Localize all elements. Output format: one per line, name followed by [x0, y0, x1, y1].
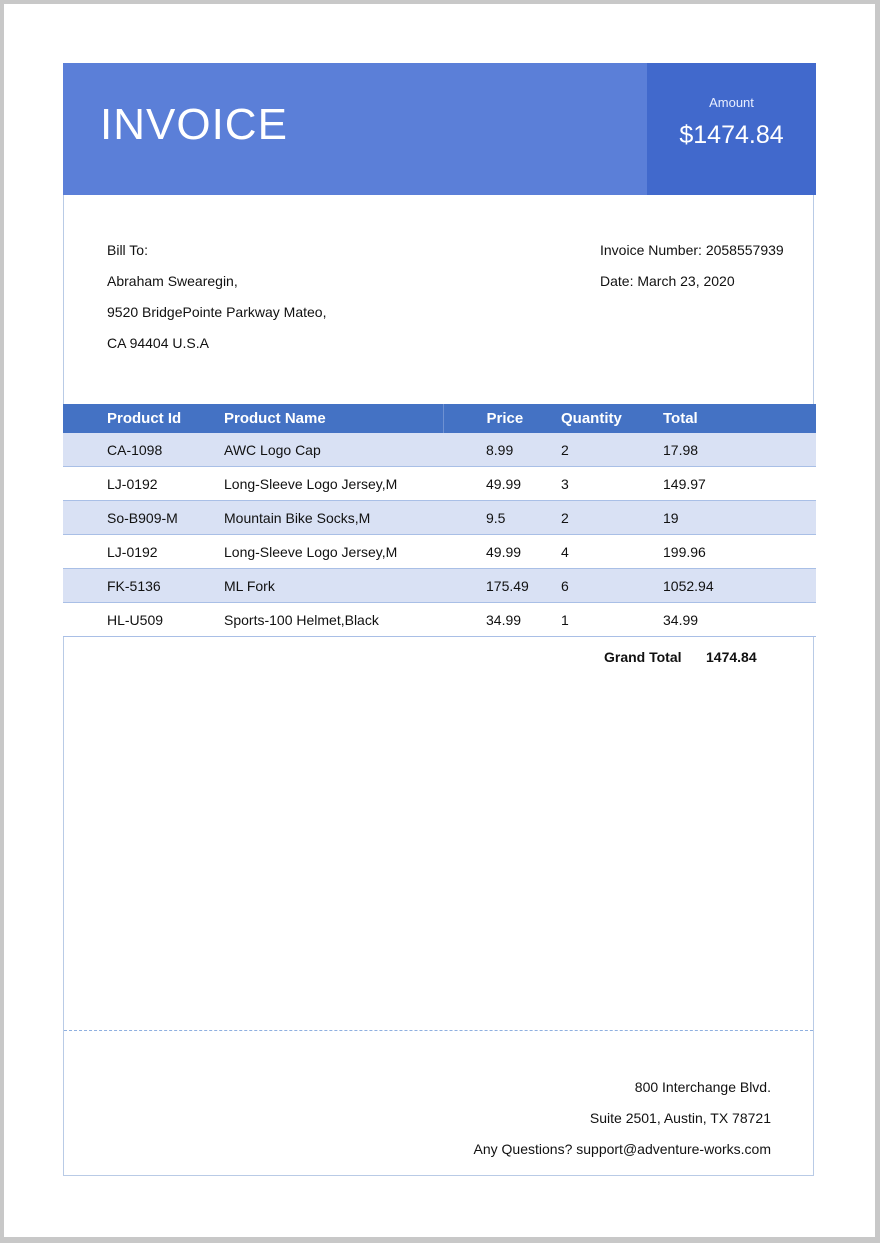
table-row	[63, 501, 816, 535]
customer-address-line1: 9520 BridgePointe Parkway Mateo,	[107, 304, 327, 320]
footer-suite: Suite 2501, Austin, TX 78721	[589, 1110, 771, 1126]
bill-to-label: Bill To:	[107, 242, 148, 258]
cell-product-name: Sports-100 Helmet,Black	[224, 603, 443, 637]
cell-price: 9.5	[443, 501, 561, 535]
bill-to-block	[107, 235, 326, 359]
cell-quantity: 3	[561, 467, 663, 501]
cell-price: 8.99	[443, 433, 561, 467]
cell-product-name: Long-Sleeve Logo Jersey,M	[224, 535, 443, 569]
cell-product-name: Long-Sleeve Logo Jersey,M	[224, 467, 443, 501]
customer-name: Abraham Swearegin,	[107, 273, 238, 289]
header-total: Total	[663, 404, 816, 433]
cell-product-id: LJ-0192	[63, 467, 224, 501]
footer-street: 800 Interchange Blvd.	[634, 1079, 771, 1095]
cell-product-id: HL-U509	[63, 603, 224, 637]
cell-quantity: 4	[561, 535, 663, 569]
footer-contact: Any Questions? support@adventure-works.com	[473, 1141, 771, 1157]
invoice-number: Invoice Number: 2058557939	[600, 242, 784, 258]
cell-quantity: 6	[561, 569, 663, 603]
grand-total-value: 1474.84	[706, 649, 757, 665]
table-row	[63, 467, 816, 501]
cell-quantity: 2	[561, 501, 663, 535]
cell-total: 19	[663, 501, 816, 535]
invoice-meta	[600, 235, 784, 297]
cell-quantity: 1	[561, 603, 663, 637]
table-row	[63, 535, 816, 569]
amount-label: Amount	[709, 95, 754, 110]
table-row	[63, 569, 816, 603]
cell-total: 149.97	[663, 467, 816, 501]
header-product-name: Product Name	[224, 404, 443, 433]
table-row	[63, 433, 816, 467]
table-row	[63, 603, 816, 637]
amount-panel	[647, 63, 816, 195]
cell-product-name: Mountain Bike Socks,M	[224, 501, 443, 535]
invoice-header	[63, 63, 816, 195]
cell-product-name: ML Fork	[224, 569, 443, 603]
document-page	[4, 4, 875, 1237]
header-price: Price	[443, 404, 561, 433]
header-quantity: Quantity	[561, 404, 663, 433]
amount-value: $1474.84	[679, 121, 784, 149]
cell-price: 49.99	[443, 467, 561, 501]
customer-address-line2: CA 94404 U.S.A	[107, 335, 209, 351]
cell-product-id: CA-1098	[63, 433, 224, 467]
grand-total-label: Grand Total	[604, 649, 682, 665]
cell-product-name: AWC Logo Cap	[224, 433, 443, 467]
header-product-id: Product Id	[63, 404, 224, 433]
cell-total: 17.98	[663, 433, 816, 467]
cell-product-id: LJ-0192	[63, 535, 224, 569]
cell-total: 34.99	[663, 603, 816, 637]
cell-total: 1052.94	[663, 569, 816, 603]
cell-product-id: So-B909-M	[63, 501, 224, 535]
cell-total: 199.96	[663, 535, 816, 569]
cell-price: 175.49	[443, 569, 561, 603]
footer-divider	[64, 1030, 813, 1031]
line-items-table	[63, 404, 816, 637]
table-header-row	[63, 404, 816, 433]
invoice-date: Date: March 23, 2020	[600, 273, 735, 289]
invoice-container	[63, 63, 814, 1176]
cell-product-id: FK-5136	[63, 569, 224, 603]
cell-price: 34.99	[443, 603, 561, 637]
invoice-title: INVOICE	[100, 100, 288, 149]
cell-price: 49.99	[443, 535, 561, 569]
cell-quantity: 2	[561, 433, 663, 467]
footer-address	[474, 1072, 771, 1165]
